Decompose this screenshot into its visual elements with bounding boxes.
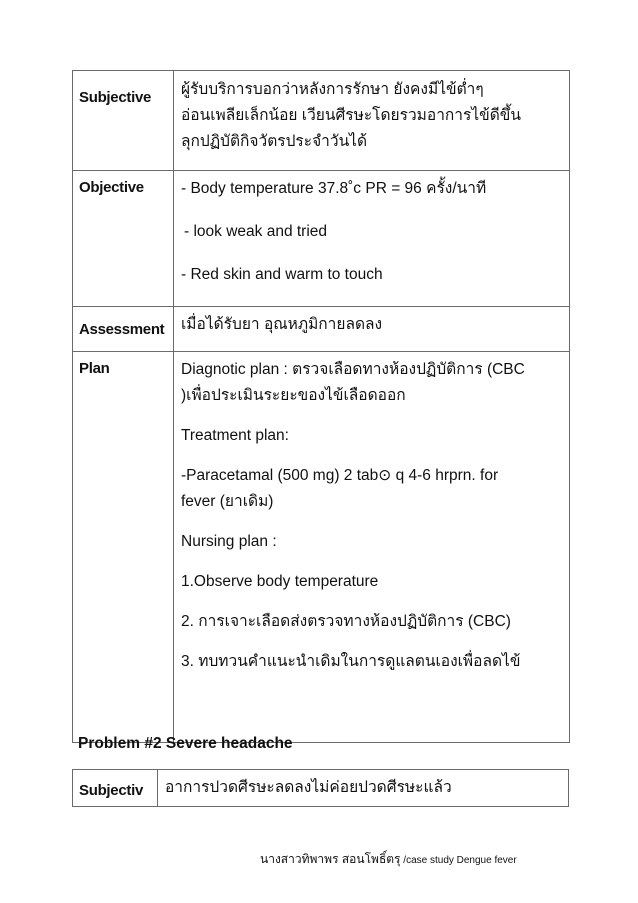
plan-line: 2. การเจาะเลือดส่งตรวจทางห้องปฏิบัติการ (CBC) [181,613,511,630]
soap-note-table [72,70,570,743]
plan-label: Plan [79,360,110,377]
subjective-line: ลุกปฏิบัติกิจวัตรประจำวันได้ [181,133,368,150]
subjective-content-cell [174,71,570,171]
subjective-line: อ่อนเพลียเล็กน้อย เวียนศีรษะโดยรวมอาการไข้ดีขึ้น [181,107,521,124]
problem-2-heading: Problem #2 Severe headache [78,735,293,752]
objective-label-cell [73,171,174,307]
objective-row [73,171,570,307]
plan-line: 3. ทบทวนคำแนะนำเดิมในการดูแลตนเองเพื่อลดไข้ [181,653,521,670]
plan-line: 1.Observe body temperature [181,573,379,590]
footer-case-title: /case study Dengue fever [400,855,517,866]
plan-line: fever (ยาเดิม) [181,493,274,510]
objective-line: - Red skin and warm to touch [181,266,383,283]
objective-label: Objective [79,179,144,196]
problem-2-subjective-text: อาการปวดศีรษะลดลงไม่ค่อยปวดศีรษะแล้ว [165,779,452,796]
plan-line: Diagnotic plan : ตรวจเลือดทางห้องปฏิบัติการ (CBC [181,361,525,378]
assessment-label-cell [73,307,174,352]
plan-line: Treatment plan: [181,427,289,444]
subjective-line: ผู้รับบริการบอกว่าหลังการรักษา ยังคงมีไข้ต่ำๆ [181,81,484,98]
plan-line: )เพื่อประเมินระยะของไข้เลือดออก [181,387,406,404]
problem-2-subjective-label-cell [73,770,158,807]
plan-line: Nursing plan : [181,533,277,550]
subjective-row [73,71,570,171]
problem-2-subjective-row [73,770,569,807]
plan-row [73,352,570,743]
objective-content-cell [174,171,570,307]
plan-label-cell [73,352,174,743]
problem-2-subjective-label: Subjectiv [79,782,143,799]
problem-2-subjective-content-cell [158,770,569,807]
assessment-text: เมื่อได้รับยา อุณหภูมิกายลดลง [181,316,383,333]
objective-line: - look weak and tried [184,223,328,240]
plan-line: -Paracetamal (500 mg) 2 tab⊙ q 4-6 hrprn. for [181,467,499,484]
footer-author: นางสาวทิพาพร สอนโพธิ์ตรุ [260,852,401,866]
problem-2-table [72,769,569,807]
objective-line: - Body temperature 37.8˚c PR = 96 ครั้ง/นาที [181,180,487,197]
subjective-label-cell [73,71,174,171]
subjective-label: Subjective [79,89,152,106]
page-footer [260,850,517,869]
plan-content-cell [174,352,570,743]
assessment-row [73,307,570,352]
assessment-content-cell [174,307,570,352]
assessment-label: Assessment [79,321,165,338]
